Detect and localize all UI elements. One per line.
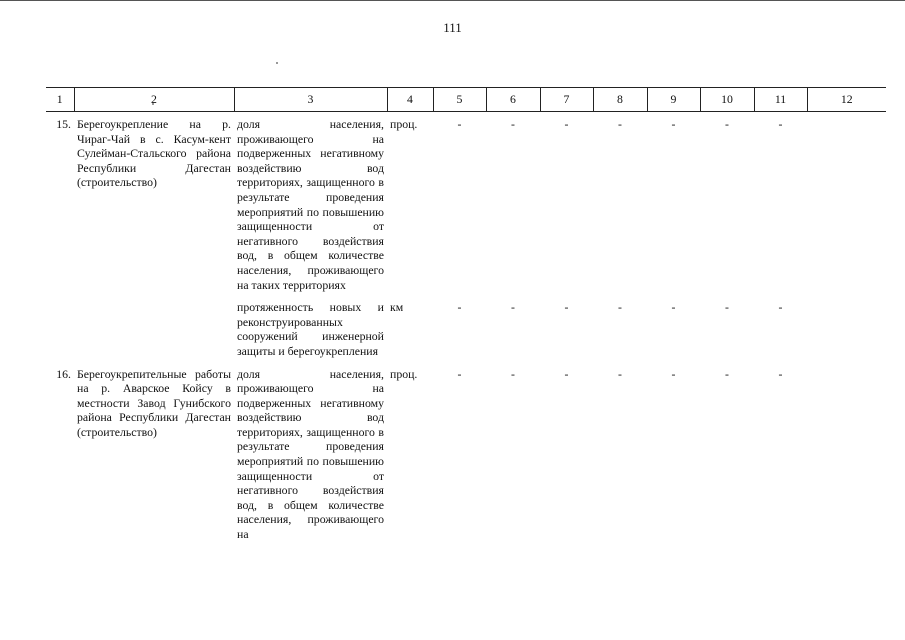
- column-header: 10: [700, 88, 754, 112]
- value-cell: -: [618, 300, 622, 315]
- value-cell: -: [618, 366, 622, 381]
- document-table: [46, 87, 886, 542]
- value-cell: -: [457, 117, 462, 131]
- value-cell: -: [618, 117, 622, 131]
- row-number: 16.: [56, 366, 71, 381]
- table-header-row: [46, 88, 886, 112]
- column-header: 6: [486, 88, 540, 112]
- column-header: 3: [234, 88, 387, 112]
- table-row: [46, 359, 886, 542]
- scan-speck: [276, 62, 278, 64]
- value-cell: -: [511, 117, 515, 131]
- column-header: 12: [807, 88, 886, 112]
- column-header: 4: [387, 88, 433, 112]
- column-header: 1: [46, 88, 74, 112]
- indicator-text: доля населения, проживающего на подверженных негативному воздействию вод территориях, защищенного в результате проведения мероприятий по повышению защищенности от негативного воздействия вод, в общем количестве населения, проживающего на: [237, 366, 384, 542]
- row-number: 15.: [56, 117, 71, 131]
- value-cell: -: [511, 366, 515, 381]
- value-cell: [807, 359, 886, 542]
- value-cell: -: [725, 117, 729, 131]
- value-cell: -: [725, 300, 729, 315]
- value-cell: -: [725, 366, 729, 381]
- page-number: 111: [443, 20, 462, 35]
- unit-cell: проц.: [390, 366, 418, 381]
- column-header: 2: [74, 88, 234, 112]
- object-name: Берегоукрепление на р. Чираг-Чай в с. Касум-кент Сулейман-Стальского района Республики Дагестан (строительство): [77, 117, 231, 190]
- column-header: 8: [593, 88, 647, 112]
- value-cell: -: [511, 300, 515, 315]
- unit-cell: проц.: [390, 117, 418, 131]
- value-cell: -: [457, 300, 462, 315]
- value-cell: -: [778, 117, 783, 131]
- value-cell: -: [671, 366, 676, 381]
- value-cell: -: [671, 117, 676, 131]
- value-cell: -: [778, 366, 783, 381]
- value-cell: -: [671, 300, 676, 315]
- page-top-rule: [0, 0, 905, 1]
- value-cell: -: [564, 366, 569, 381]
- value-cell: [807, 292, 886, 358]
- column-header: 5: [433, 88, 486, 112]
- value-cell: -: [778, 300, 783, 315]
- unit-cell: км: [390, 300, 404, 315]
- table-row: [46, 292, 886, 358]
- column-header: 7: [540, 88, 593, 112]
- indicator-text: протяженность новых и реконструированных сооружений инженерной защиты и берегоукрепления: [237, 300, 384, 358]
- value-cell: [807, 112, 886, 293]
- value-cell: -: [564, 300, 569, 315]
- table-row: [46, 112, 886, 293]
- object-name: Берегоукрепительные работы на р. Аварское Койсу в местности Завод Гунибского района Республики Дагестан (строительство): [77, 366, 231, 439]
- column-header: 9: [647, 88, 700, 112]
- column-header: 11: [754, 88, 807, 112]
- indicator-text: доля населения, проживающего на подверженных негативному воздействию вод территориях, защищенного в результате проведения мероприятий по повышению защищенности от негативного воздействия вод, в общем количестве населения, проживающего на таких территориях: [237, 117, 384, 292]
- row-number: [46, 292, 74, 358]
- value-cell: -: [457, 366, 462, 381]
- value-cell: -: [564, 117, 569, 131]
- object-name: [74, 292, 234, 358]
